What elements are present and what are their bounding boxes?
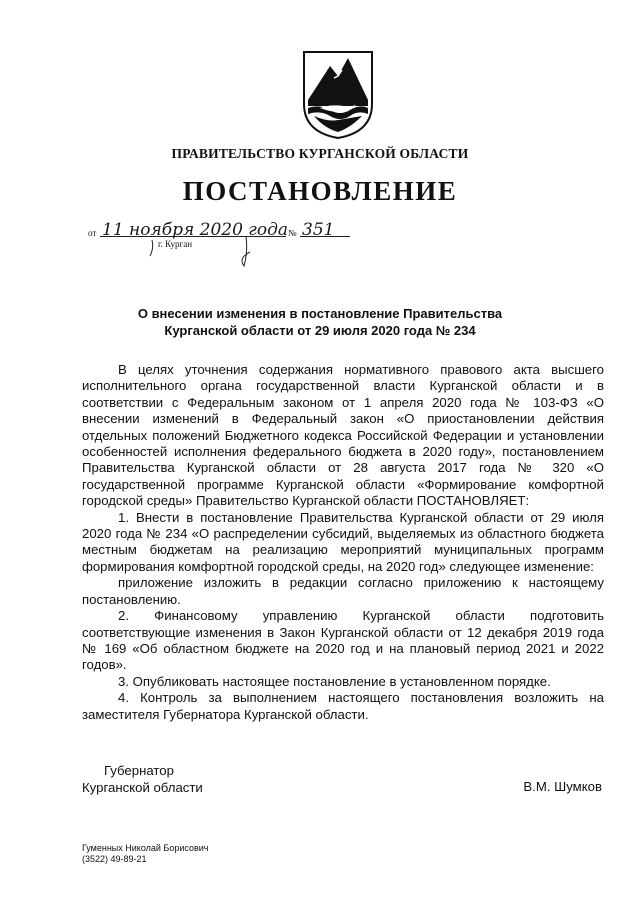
preamble-paragraph: В целях уточнения содержания нормативного правового акта высшего исполнительного органа государственной власти Курганской области и в соответствии с Федеральным законом от 1 апреля 2020 года № 103-ФЗ «О внесении изменений в Федеральный закон «О приостановлении действия отдельных положений Бюджетного кодекса Российской Федерации и установлении особенностей исполнения федерального бюджета в 2020 году», постановлением Правительства Курганской области от 28 августа 2017 года № 320 «О государственной программе Курганской области «Формирование комфортной городской среды» Правительство Курганской области ПОСТАНОВЛЯЕТ:: [82, 362, 604, 509]
handwritten-date: 11 ноября 2020 года: [102, 220, 289, 240]
executor-phone: (3522) 49-89-21: [82, 854, 147, 864]
coat-of-arms-emblem: [300, 48, 376, 140]
signatory-title: Губернатор: [104, 763, 174, 778]
number-label: №: [288, 228, 297, 238]
city-label: г. Курган: [158, 239, 193, 249]
document-type-heading: ПОСТАНОВЛЕНИЕ: [182, 176, 458, 206]
subject-line-1: О внесении изменения в постановление Правительства: [137, 306, 503, 321]
item-1-paragraph: 1. Внести в постановление Правительства Курганской области от 29 июля 2020 года № 234 «О распределении субсидий, выделяемых из областного бюджета местным бюджетам на реализацию мероприятий муниципальных программ формирования комфортной городской среды, на 2020 год» следующее изменение:: [82, 509, 604, 574]
handwriting-flourish: [88, 222, 388, 272]
executor-name: Гуменных Николай Борисович: [82, 843, 209, 853]
signatory-name: В.М. Шумков: [523, 779, 602, 794]
signatory-position: [82, 762, 203, 796]
subject-line-2: Курганской области от 29 июля 2020 года № 234: [164, 323, 476, 338]
government-title: ПРАВИТЕЛЬСТВО КУРГАНСКОЙ ОБЛАСТИ: [171, 146, 469, 161]
document-subject: [80, 305, 560, 339]
signatory-region: Курганской области: [82, 780, 203, 795]
date-number-block: [88, 222, 388, 262]
item-2-paragraph: 2. Финансовому управлению Курганской области подготовить соответствующие изменения в Закон Курганской области от 12 декабря 2019 года № 169 «Об областном бюджете на 2020 год и на плановый период 2021 и 2022 годов».: [82, 608, 604, 673]
item-1-detail-paragraph: приложение изложить в редакции согласно приложению к настоящему постановлению.: [82, 575, 604, 607]
handwritten-number: 351: [302, 220, 335, 240]
date-prefix-label: от: [88, 228, 97, 238]
item-4-paragraph: 4. Контроль за выполнением настоящего постановления возложить на заместителя Губернатора Курганской области.: [82, 690, 604, 722]
document-body: [82, 362, 604, 723]
executor-block: [82, 843, 208, 865]
item-3-paragraph: 3. Опубликовать настоящее постановление в установленном порядке.: [118, 673, 551, 689]
